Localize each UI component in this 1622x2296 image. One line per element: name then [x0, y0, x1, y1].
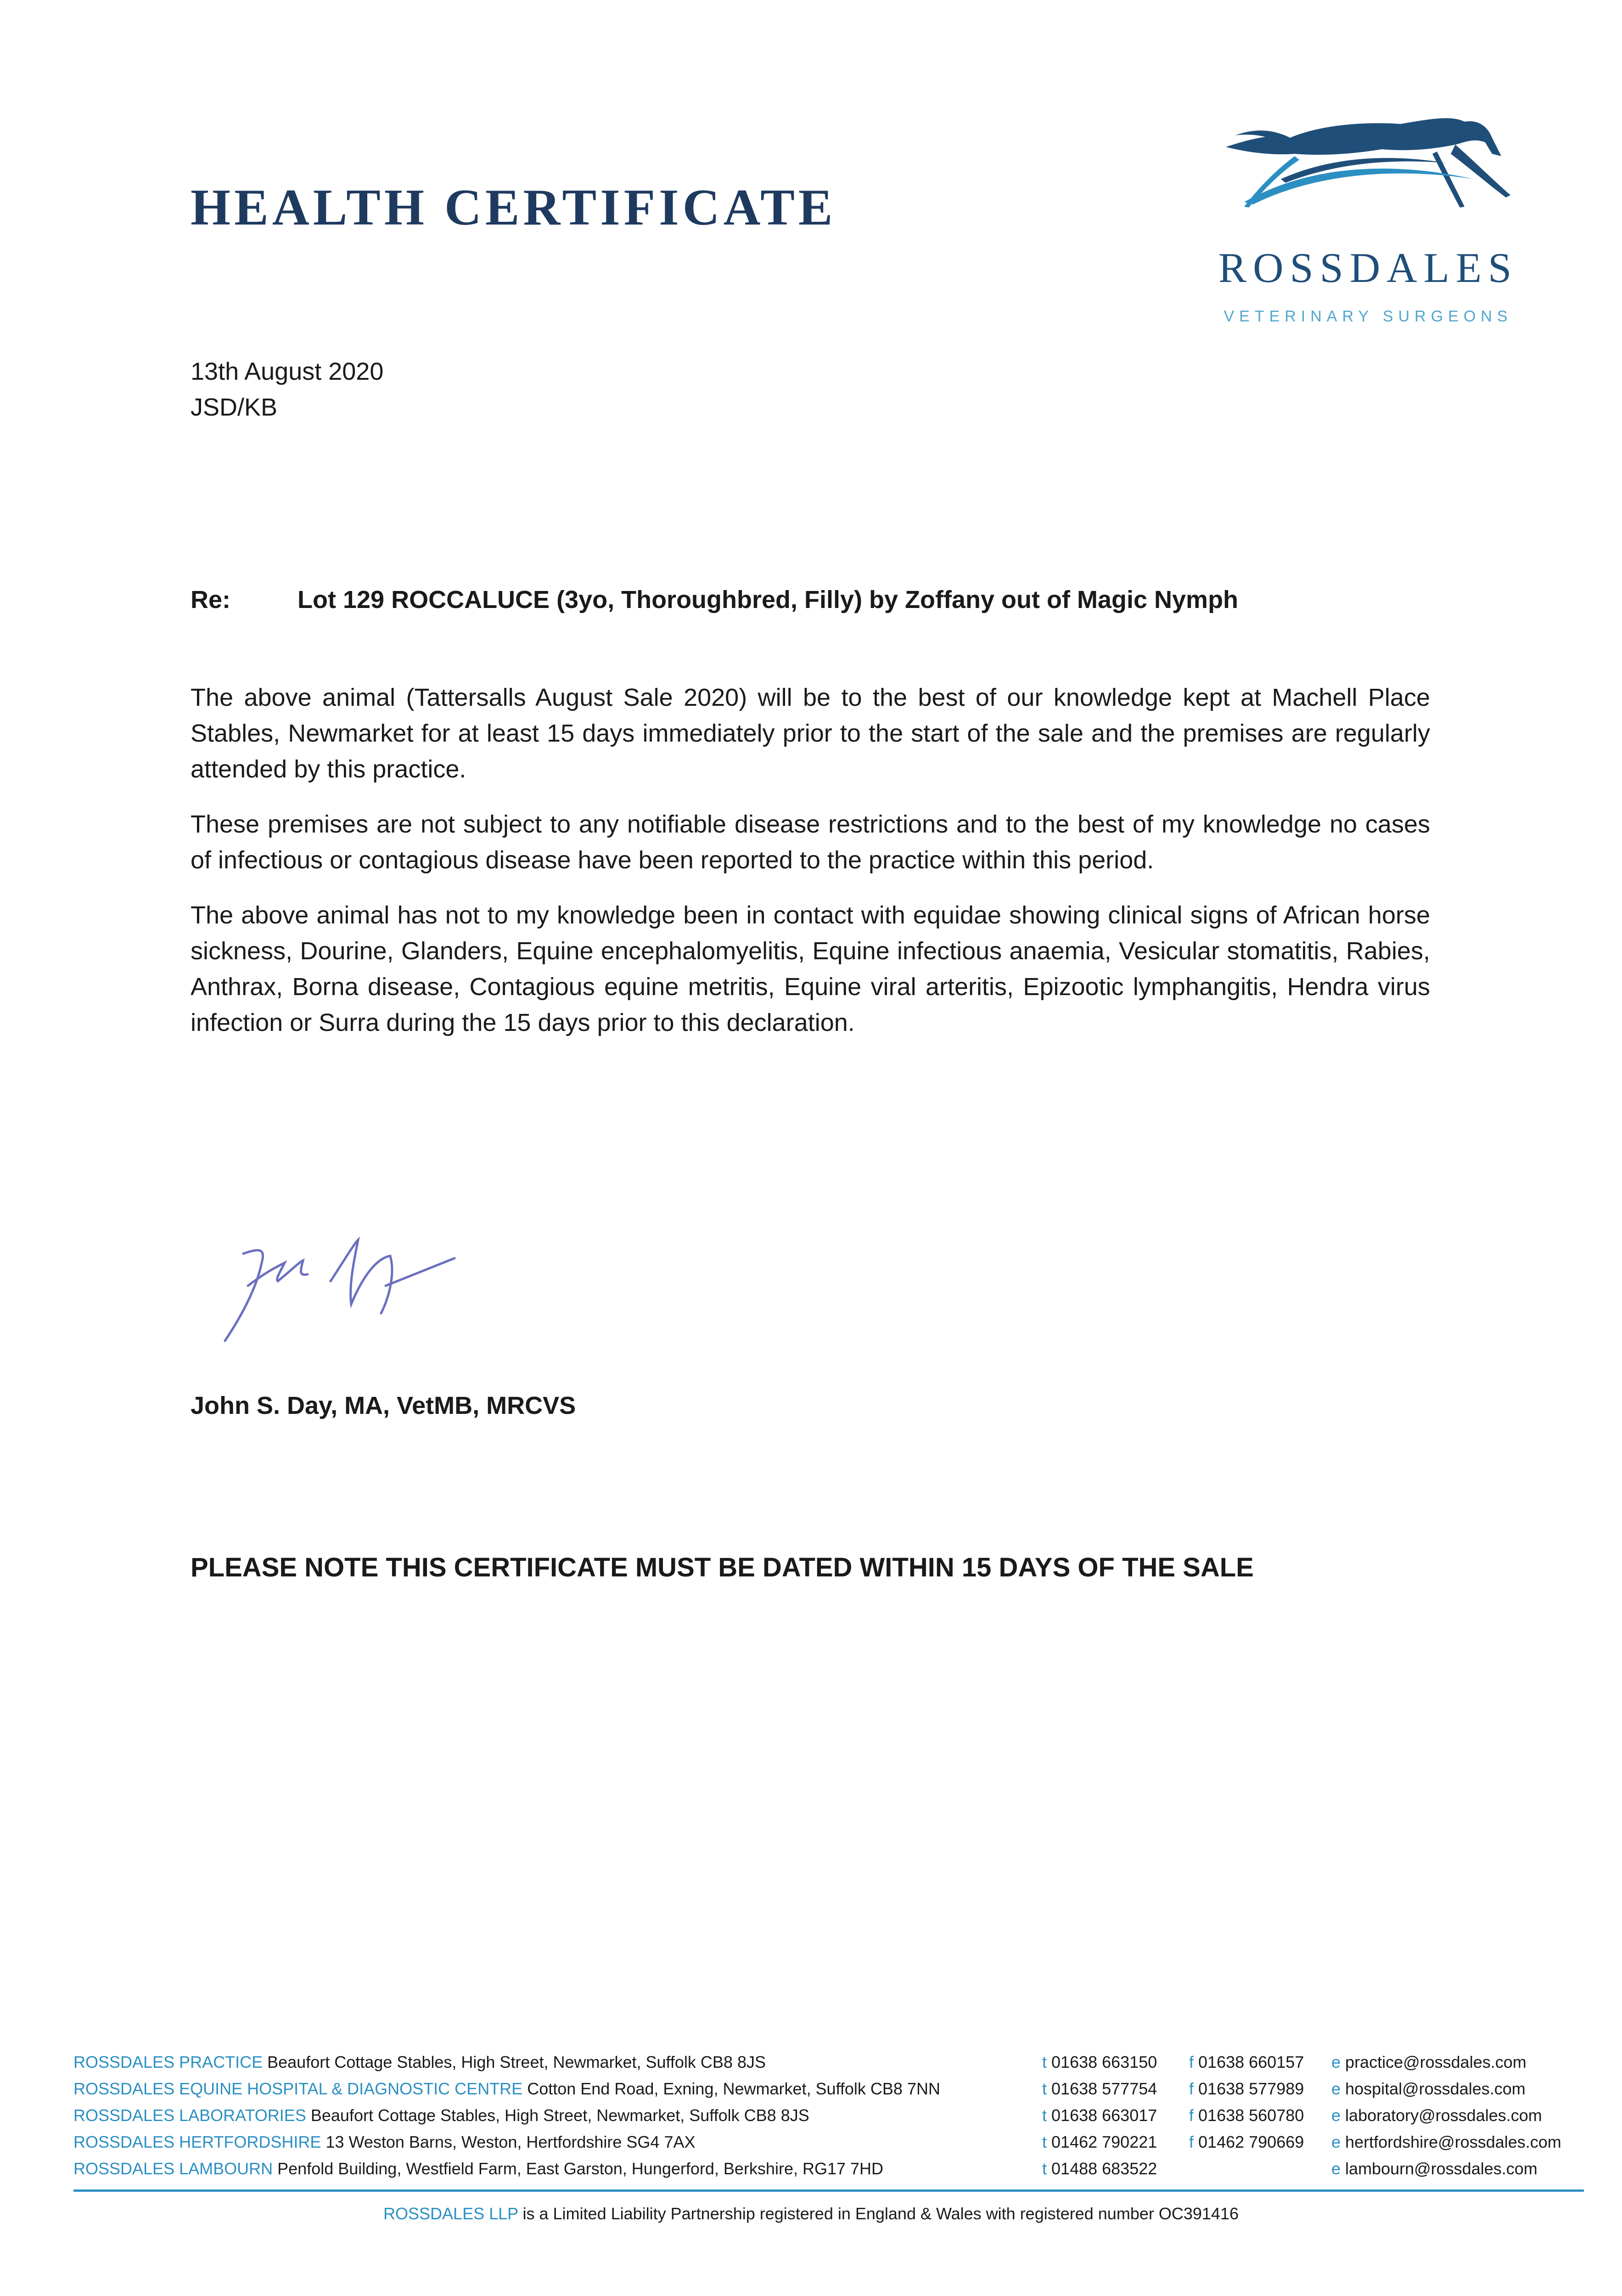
- office-name: ROSSDALES EQUINE HOSPITAL & DIAGNOSTIC CENTRE: [73, 2079, 523, 2098]
- horse-logo-icon: [1217, 110, 1520, 239]
- office-phone: t 01638 663017: [1042, 2106, 1157, 2125]
- legal-entity-name: ROSSDALES LLP: [383, 2204, 518, 2223]
- footer-legal-notice: [0, 2204, 1622, 2223]
- handwritten-signature: [216, 1235, 491, 1355]
- footer-office-row: [73, 2159, 1584, 2186]
- footer-divider: [73, 2189, 1584, 2192]
- office-address: 13 Weston Barns, Weston, Hertfordshire SG4 7AX: [326, 2133, 696, 2151]
- footer-office-row: [73, 2106, 1584, 2133]
- office-fax: f 01638 577989: [1189, 2079, 1304, 2098]
- body-paragraph: The above animal (Tattersalls August Sale 2020) will be to the best of our knowledge kept at Machell Place Stables, Newmarket for at least 15 days immediately prior to the start of the sale and the premises are regularly attended by this practice.: [191, 684, 1430, 783]
- office-email[interactable]: e practice@rossdales.com: [1331, 2053, 1527, 2071]
- page-title: HEALTH CERTIFICATE: [191, 179, 836, 236]
- certificate-body: [191, 680, 1430, 1060]
- footer-office-row: [73, 2053, 1584, 2079]
- logo-tagline: VETERINARY SURGEONS: [1224, 308, 1513, 325]
- footer-offices: [73, 2053, 1584, 2186]
- office-name: ROSSDALES PRACTICE: [73, 2053, 263, 2071]
- office-fax: f 01638 560780: [1189, 2106, 1304, 2125]
- office-address: Cotton End Road, Exning, Newmarket, Suffolk CB8 7NN: [527, 2079, 940, 2098]
- body-paragraph: The above animal has not to my knowledge been in contact with equidae showing clinical signs of African horse sickness, Dourine, Glanders, Equine encephalomyelitis, Equine infectious anaemia, Vesicular stomatitis, Rabies, Anthrax, Borna disease, Contagious equine metritis, Equine viral arteritis, Epizootic lymphangitis, Hendra virus infection or Surra during the 15 days prior to this declaration.: [191, 901, 1430, 1036]
- office-phone: t 01488 683522: [1042, 2159, 1157, 2178]
- footer-office-row: [73, 2079, 1584, 2106]
- body-paragraph: These premises are not subject to any notifiable disease restrictions and to the best of my knowledge no cases of infectious or contagious disease have been reported to the practice within this period.: [191, 810, 1430, 874]
- office-address: Beaufort Cottage Stables, High Street, Newmarket, Suffolk CB8 8JS: [310, 2106, 809, 2125]
- footer-office-row: [73, 2133, 1584, 2159]
- legal-entity-text: is a Limited Liability Partnership registered in England & Wales with registered number OC391416: [522, 2204, 1239, 2223]
- office-fax: f 01638 660157: [1189, 2053, 1304, 2071]
- office-email[interactable]: e hospital@rossdales.com: [1331, 2079, 1526, 2098]
- office-name: ROSSDALES HERTFORDSHIRE: [73, 2133, 321, 2151]
- office-phone: t 01638 577754: [1042, 2079, 1157, 2098]
- office-address: Beaufort Cottage Stables, High Street, Newmarket, Suffolk CB8 8JS: [267, 2053, 766, 2071]
- subject-text: Lot 129 ROCCALUCE (3yo, Thoroughbred, Filly) by Zoffany out of Magic Nymph: [297, 586, 1239, 613]
- office-name: ROSSDALES LABORATORIES: [73, 2106, 306, 2125]
- office-email[interactable]: e hertfordshire@rossdales.com: [1331, 2133, 1561, 2151]
- rossdales-logo: [1217, 110, 1520, 335]
- office-name: ROSSDALES LAMBOURN: [73, 2159, 273, 2178]
- office-phone: t 01462 790221: [1042, 2133, 1157, 2151]
- office-fax: f 01462 790669: [1189, 2133, 1304, 2151]
- letter-reference: JSD/KB: [191, 394, 278, 421]
- office-email[interactable]: e lambourn@rossdales.com: [1331, 2159, 1538, 2178]
- logo-name: ROSSDALES: [1218, 244, 1518, 291]
- subject-line: [191, 585, 1238, 614]
- letter-date: 13th August 2020: [191, 358, 384, 385]
- sale-date-notice: PLEASE NOTE THIS CERTIFICATE MUST BE DATED WITHIN 15 DAYS OF THE SALE: [191, 1553, 1254, 1582]
- signatory-name: John S. Day, MA, VetMB, MRCVS: [191, 1392, 576, 1419]
- office-address: Penfold Building, Westfield Farm, East Garston, Hungerford, Berkshire, RG17 7HD: [277, 2159, 884, 2178]
- office-phone: t 01638 663150: [1042, 2053, 1157, 2071]
- office-email[interactable]: e laboratory@rossdales.com: [1331, 2106, 1542, 2125]
- subject-label: Re:: [191, 586, 231, 613]
- letter-meta: [191, 354, 383, 425]
